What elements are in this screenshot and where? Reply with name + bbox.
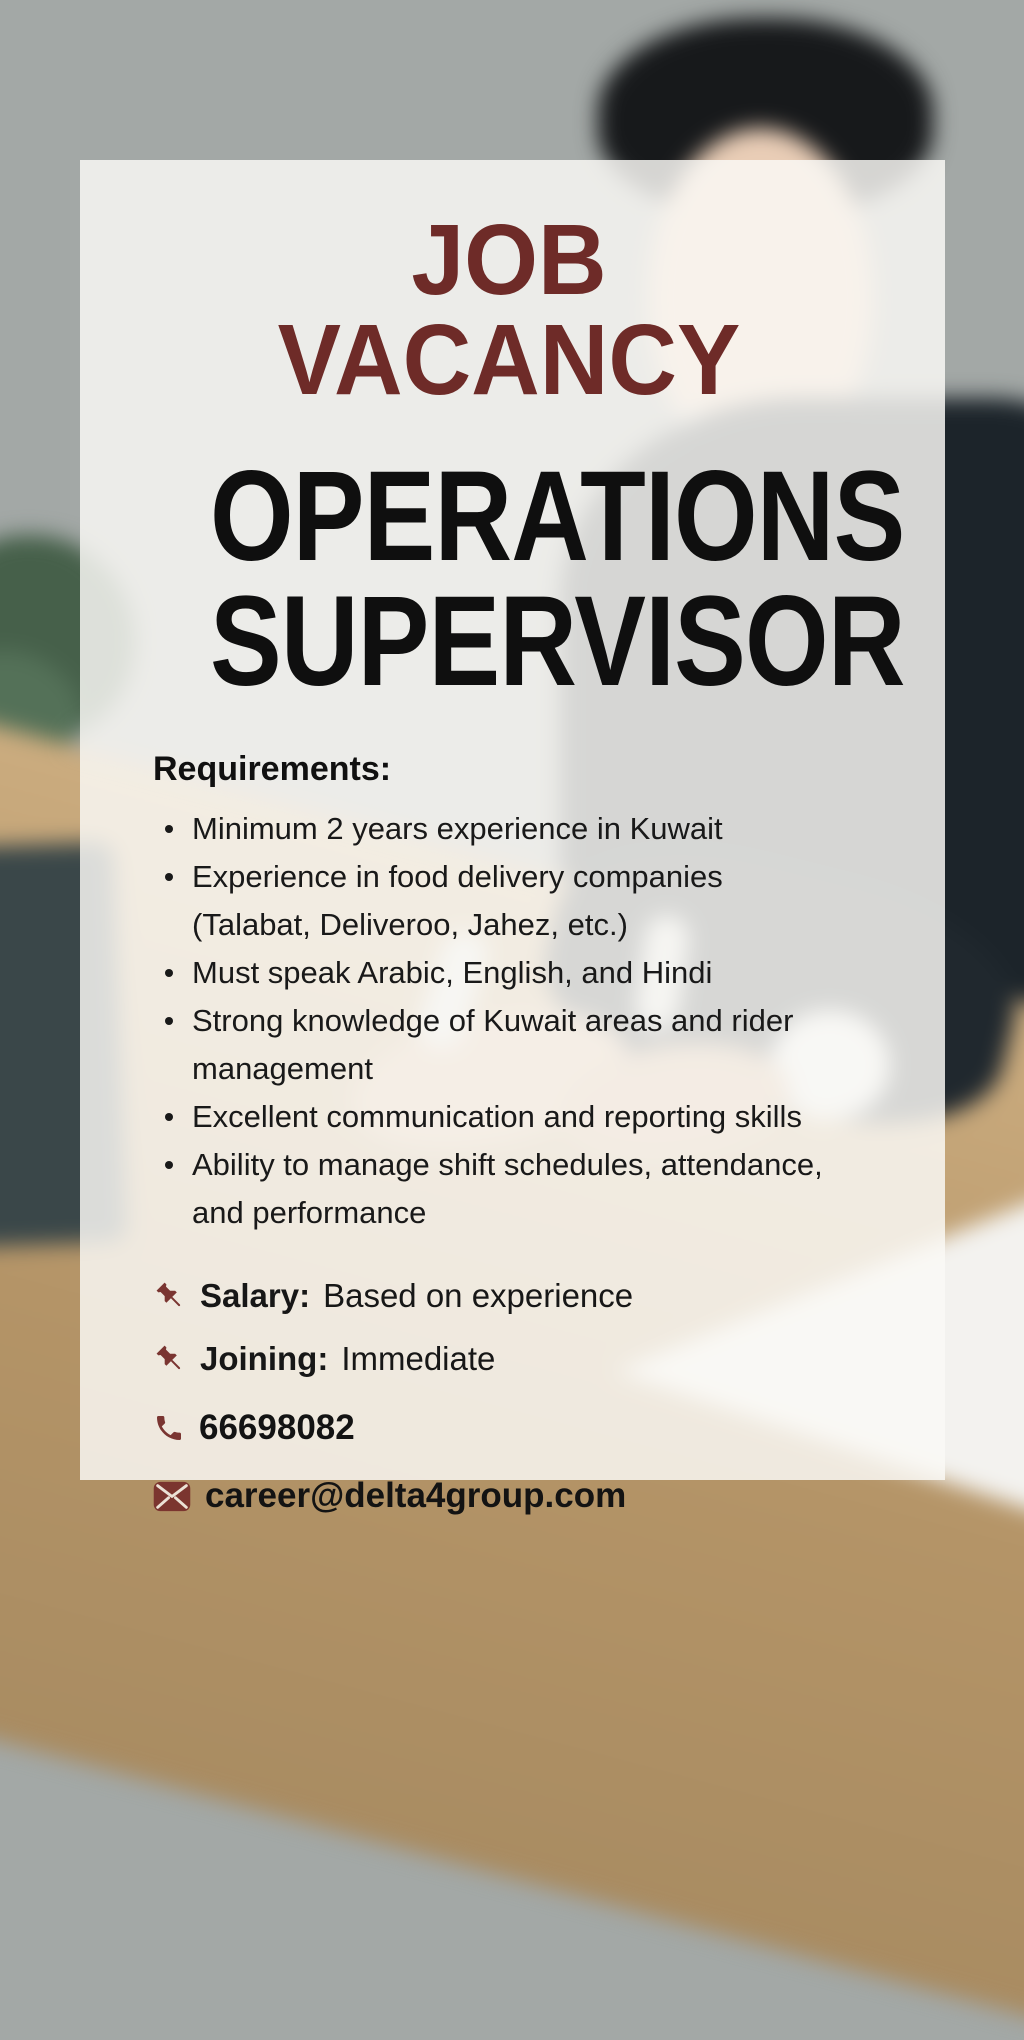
requirement-item: Minimum 2 years experience in Kuwait <box>153 805 837 853</box>
requirements-heading: Requirements: <box>153 750 392 788</box>
phone-number: 66698082 <box>199 1408 355 1447</box>
detail-row <box>153 1340 865 1378</box>
poster-card <box>80 160 945 1515</box>
pin-icon <box>153 1279 187 1313</box>
detail-label: Salary: <box>200 1277 311 1314</box>
detail-value: Immediate <box>341 1340 496 1377</box>
contact-section <box>153 1408 865 1516</box>
requirements-list <box>153 805 837 1237</box>
detail-value: Based on experience <box>323 1277 634 1314</box>
requirement-item: Experience in food delivery companies (Talabat, Deliveroo, Jahez, etc.) <box>153 853 837 949</box>
detail-label: Joining: <box>200 1340 329 1377</box>
email-row <box>153 1476 865 1516</box>
requirement-item: Must speak Arabic, English, and Hindi <box>153 949 837 997</box>
email-icon <box>153 1480 191 1513</box>
detail-row <box>153 1277 865 1315</box>
job-title <box>153 445 905 713</box>
phone-icon <box>153 1412 185 1444</box>
job-title-line-2: SUPERVISOR <box>209 570 905 713</box>
requirement-item: Ability to manage shift schedules, attendance, and performance <box>153 1141 837 1237</box>
job-title-line-1: OPERATIONS <box>209 445 905 588</box>
details-section <box>153 1277 865 1378</box>
pin-icon <box>153 1342 187 1376</box>
requirement-item: Strong knowledge of Kuwait areas and rider management <box>153 997 837 1093</box>
requirement-item: Excellent communication and reporting skills <box>153 1093 837 1141</box>
kicker-heading: JOB VACANCY <box>277 204 741 416</box>
email-address: career@delta4group.com <box>205 1476 627 1515</box>
phone-row <box>153 1408 865 1448</box>
